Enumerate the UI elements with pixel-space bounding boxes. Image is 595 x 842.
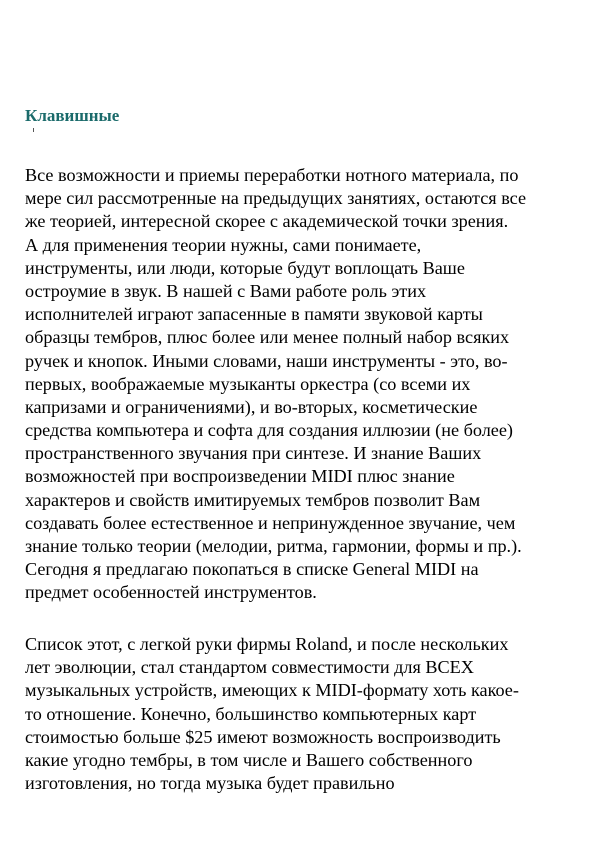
- text-line: образцы тембров, плюс более или менее полный набор всяких: [25, 327, 510, 348]
- text-line: знание только теории (мелодии, ритма, гармонии, формы и пр.).: [25, 536, 522, 556]
- text-line: исполнителей играют запасенные в памяти звуковой карты: [25, 304, 483, 325]
- text-line: Сегодня я предлагаю покопаться в списке General MIDI на: [25, 559, 479, 580]
- text-line: Все возможности и приемы переработки нотного материала, по: [25, 165, 519, 185]
- text-line: стоимостью больше $25 имеют возможность воспроизводить: [25, 726, 501, 747]
- text-line: Список этот, с легкой руки фирмы Roland, и после нескольких: [25, 634, 509, 654]
- text-line: капризами и ограничениями), и во-вторых, косметические: [25, 396, 478, 417]
- text-line: какие угодно тембры, в том числе и Вашего собственного: [25, 749, 473, 770]
- body-paragraph-2: [25, 633, 573, 795]
- text-line: остроумие в звук. В нашей с Вами работе роль этих: [25, 280, 427, 301]
- section-heading: Клавишные: [25, 106, 120, 125]
- text-line: мере сил рассмотренные на предыдущих занятиях, остаются все: [25, 188, 527, 209]
- body-paragraph-1: [25, 164, 573, 605]
- text-line: изготовления, но тогда музыка будет правильно: [25, 773, 395, 794]
- text-line: предмет особенностей инструментов.: [25, 582, 317, 603]
- text-line: же теорией, интересной скорее с академической точки зрения.: [25, 211, 509, 232]
- text-line: возможностей при воспроизведении MIDI плюс знание: [25, 466, 455, 487]
- text-line: первых, воображаемые музыканты оркестра (со всеми их: [25, 373, 471, 394]
- stray-mark: [33, 128, 34, 132]
- text-line: характеров и свойств имитируемых тембров позволит Вам: [25, 489, 481, 510]
- text-line: музыкальных устройств, имеющих к MIDI-формату хоть какое-: [25, 680, 519, 701]
- text-line: лет эволюции, стал стандартом совместимости для ВСЕХ: [25, 657, 474, 678]
- text-line: создавать более естественное и непринужденное звучание, чем: [25, 512, 516, 533]
- text-line: средства компьютера и софта для создания иллюзии (не более): [25, 420, 513, 441]
- text-line: то отношение. Конечно, большинство компьютерных карт: [25, 703, 477, 724]
- text-line: инструменты, или люди, которые будут воплощать Ваше: [25, 257, 465, 278]
- text-line: пространственного звучания при синтезе. И знание Ваших: [25, 443, 482, 464]
- text-line: А для применения теории нужны, сами понимаете,: [25, 234, 422, 255]
- text-line: ручек и кнопок. Иными словами, наши инструменты - это, во-: [25, 350, 508, 371]
